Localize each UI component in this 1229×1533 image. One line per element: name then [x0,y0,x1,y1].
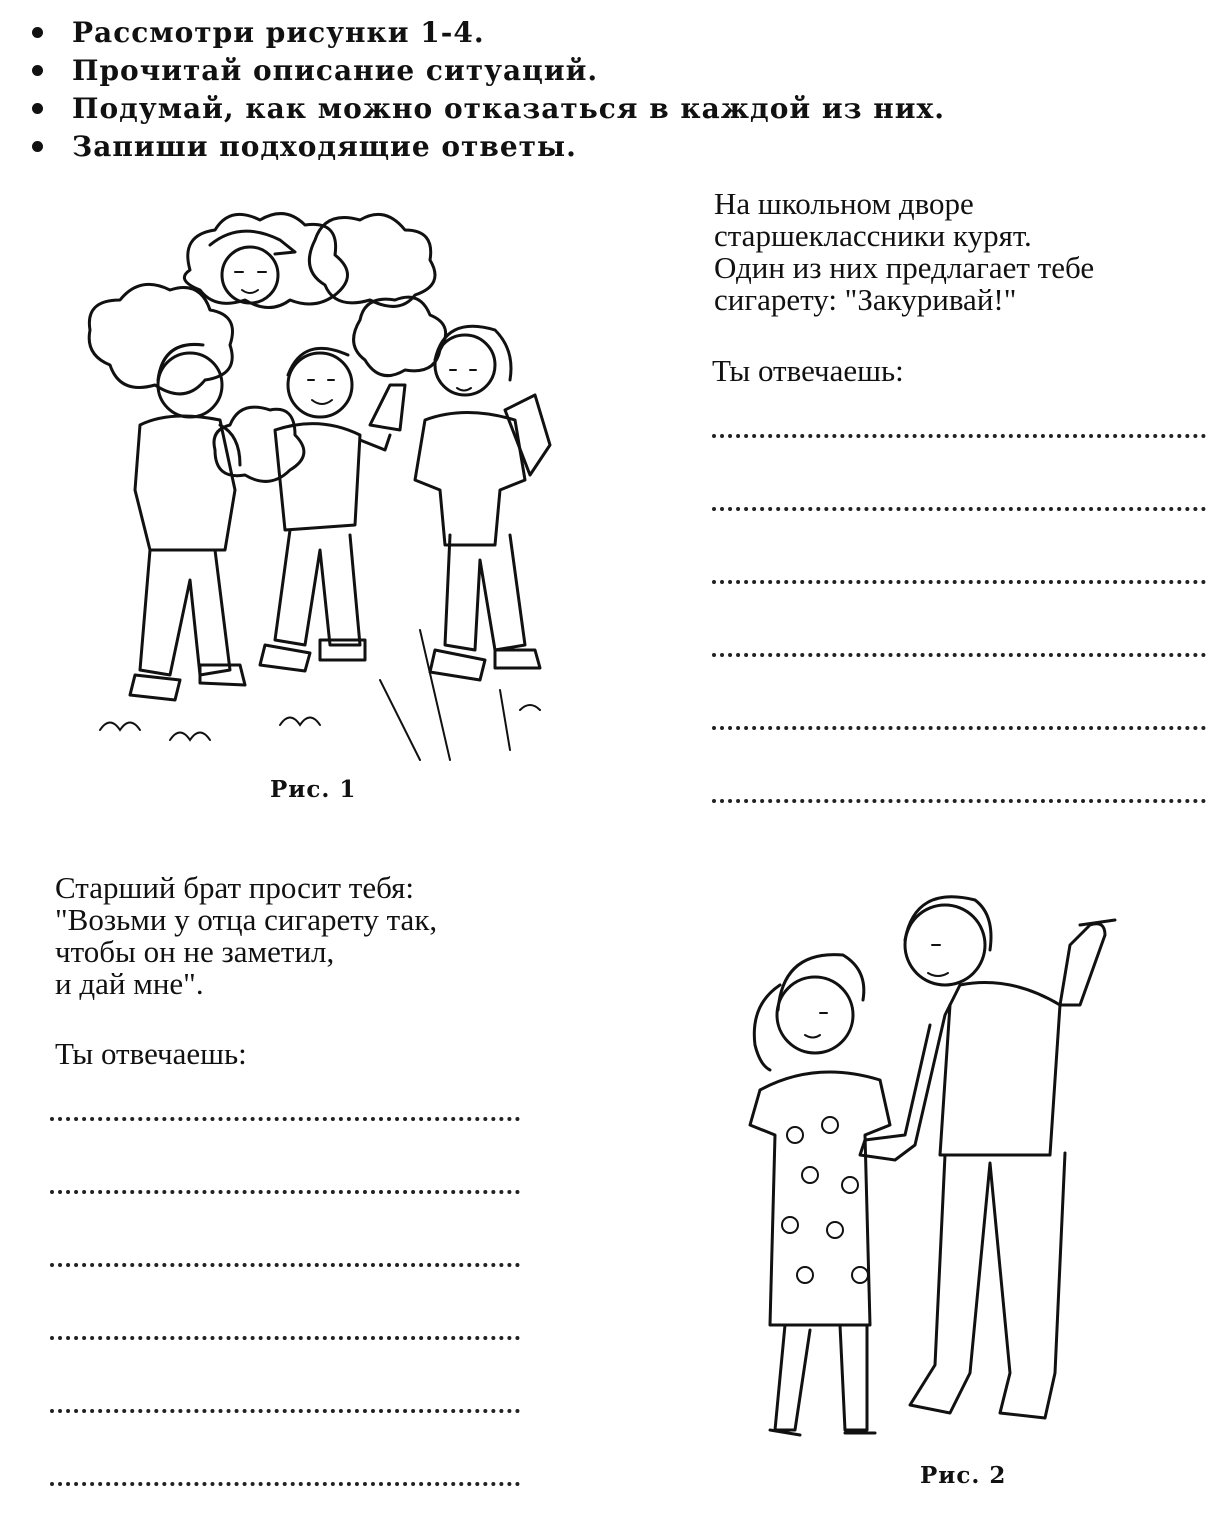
situation-2-text: Старший брат просит тебя: "Возьми у отца сигарету так, чтобы он не заметил, и дай мне". [55,870,438,1001]
answer-line[interactable] [50,1095,520,1121]
answer-line[interactable] [50,1387,520,1413]
answer-line[interactable] [50,1168,520,1194]
answer-line[interactable] [50,1241,520,1267]
answer-line[interactable] [712,631,1206,657]
figure-1-illustration [80,210,560,770]
answer-line[interactable] [712,777,1206,803]
answer-line[interactable] [50,1314,520,1340]
situation-1-answer-lines [712,412,1206,850]
answer-line[interactable] [712,412,1206,438]
instruction-item: Прочитай описание ситуаций. [30,52,945,90]
answer-line[interactable] [712,485,1206,511]
bullet-icon [32,27,43,38]
bullet-icon [32,141,43,152]
instruction-item: Запиши подходящие ответы. [30,128,945,166]
answer-line[interactable] [50,1460,520,1486]
situation-2-answer-lines [50,1095,520,1533]
instruction-list [30,14,945,166]
instruction-item: Подумай, как можно отказаться в каждой из них. [30,90,945,128]
answer-line[interactable] [712,704,1206,730]
bullet-icon [32,103,43,114]
figure-1-caption: Рис. 1 [270,776,357,803]
situation-1-text: На школьном дворе старшеклассники курят. Один из них предлагает тебе сигарету: "Закуривай!" [714,186,1095,317]
situation-1-answer-label: Ты отвечаешь: [712,353,904,388]
figure-2-illustration [720,885,1130,1445]
situation-2-answer-label: Ты отвечаешь: [55,1036,247,1071]
figure-2-caption: Рис. 2 [920,1462,1007,1489]
instruction-item: Рассмотри рисунки 1-4. [30,14,945,52]
bullet-icon [32,65,43,76]
answer-line[interactable] [712,558,1206,584]
